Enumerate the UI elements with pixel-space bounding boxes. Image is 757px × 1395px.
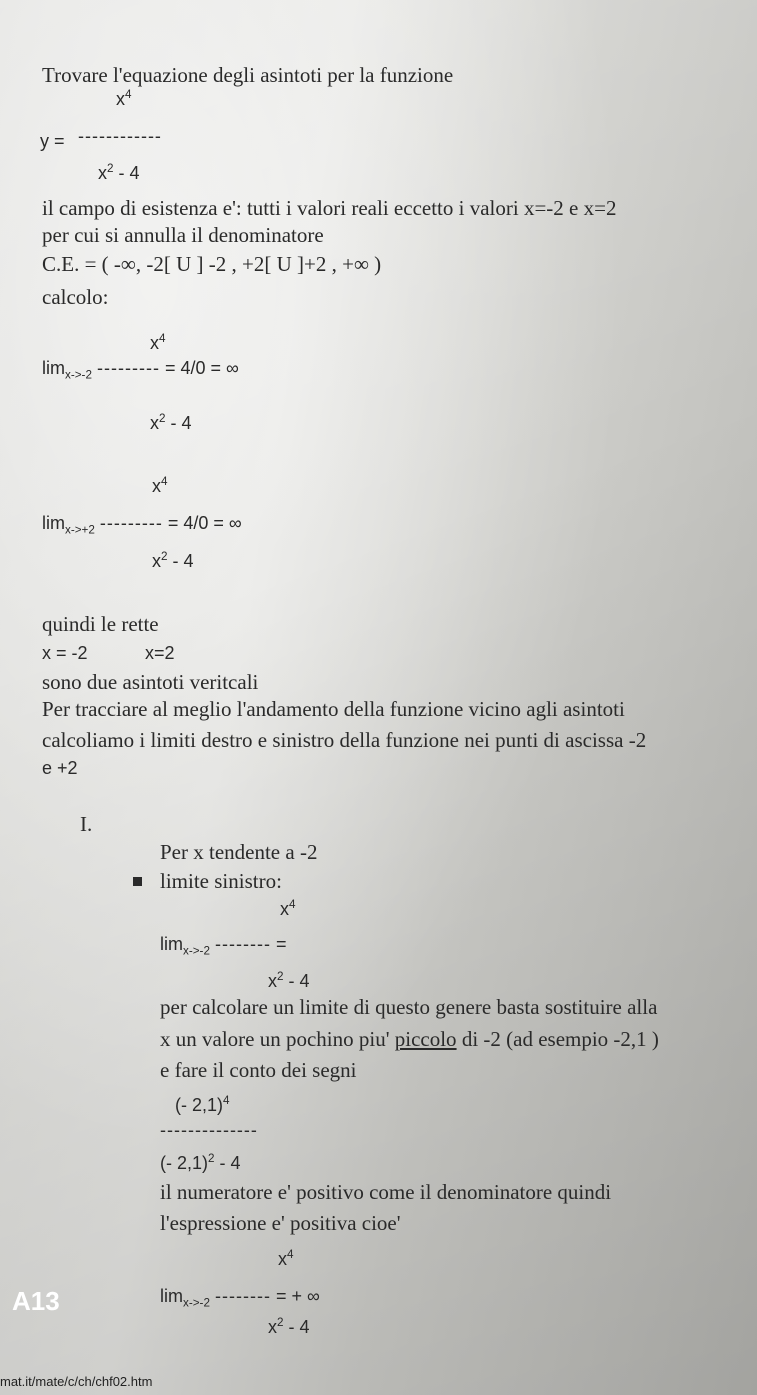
domain-expression: C.E. = ( -∞, -2[ U ] -2 , +2[ U ]+2 , +∞ ) — [42, 252, 382, 276]
positive-line-2: l'espressione e' positiva cioe' — [160, 1211, 401, 1235]
asymptote-right: x=2 — [145, 643, 175, 663]
lim1-denominator: $x^2 - 4$ — [150, 412, 192, 433]
problem-title: Trovare l'equazione degli asintoti per la funzione — [42, 63, 454, 87]
lim4-expression: $\lim_{x->-2}$ -------- = + ∞ — [160, 1286, 320, 1310]
lim4-numerator: $x^4$ — [278, 1248, 294, 1269]
frac-denominator: (- 2,1)$^2$ - 4 — [160, 1152, 241, 1173]
calc-line-3: e fare il conto dei segni — [160, 1058, 357, 1082]
frac-numerator: (- 2,1)$^4$ — [175, 1094, 230, 1115]
calc-line-1: per calcolare un limite di questo genere basta sostituire alla — [160, 995, 658, 1019]
per-line-1: Per tracciare al meglio l'andamento della funzione vicino agli asintoti — [42, 697, 625, 721]
lim2-denominator: $x^2 - 4$ — [152, 550, 194, 571]
func-denominator: $x^2 - 4$ — [98, 162, 140, 183]
lim3-denominator: $x^2 - 4$ — [268, 970, 310, 991]
func-lhs: y = — [40, 131, 65, 151]
lim2-expression: $\lim_{x->+2}$ --------- = 4/0 = ∞ — [42, 513, 242, 537]
lim3-expression: $\lim_{x->-2}$ -------- = — [160, 934, 287, 958]
func-numerator: $x^4$ — [116, 88, 132, 109]
per-line-3: e +2 — [42, 758, 78, 778]
tendente-text: Per x tendente a -2 — [160, 840, 318, 864]
lim1-numerator: $x^4$ — [150, 332, 166, 353]
lim4-denominator: $x^2 - 4$ — [268, 1316, 310, 1337]
roman-numeral: I. — [80, 812, 93, 836]
frac-bar: -------------- — [160, 1120, 258, 1140]
page-tag: A13 — [12, 1286, 60, 1316]
calc-line-2: x un valore un pochino piu' piccolo di -2 (ad esempio -2,1 ) — [160, 1027, 659, 1051]
quindi-text: quindi le rette — [42, 612, 159, 636]
paragraph-domain: il campo di esistenza e': tutti i valori reali eccetto i valori x=-2 e x=2 — [42, 196, 617, 220]
page-url: mat.it/mate/c/ch/chf02.htm — [0, 1374, 153, 1389]
bullet-icon — [133, 877, 142, 886]
paragraph-denominator: per cui si annulla il denominatore — [42, 223, 324, 247]
per-line-2: calcoliamo i limiti destro e sinistro della funzione nei punti di ascissa -2 — [42, 728, 647, 752]
limite-sinistro-label: limite sinistro: — [160, 869, 282, 893]
func-bar: ------------ — [78, 126, 162, 146]
lim1-expression: $\lim_{x->-2}$ --------- = 4/0 = ∞ — [42, 358, 239, 382]
positive-line-1: il numeratore e' positivo come il denominatore quindi — [160, 1180, 612, 1204]
sono-text: sono due asintoti veritcali — [42, 670, 259, 694]
lim2-numerator: $x^4$ — [152, 475, 168, 496]
calc-label: calcolo: — [42, 285, 109, 309]
lim3-numerator: $x^4$ — [280, 898, 296, 919]
asymptote-left: x = -2 — [42, 643, 88, 663]
